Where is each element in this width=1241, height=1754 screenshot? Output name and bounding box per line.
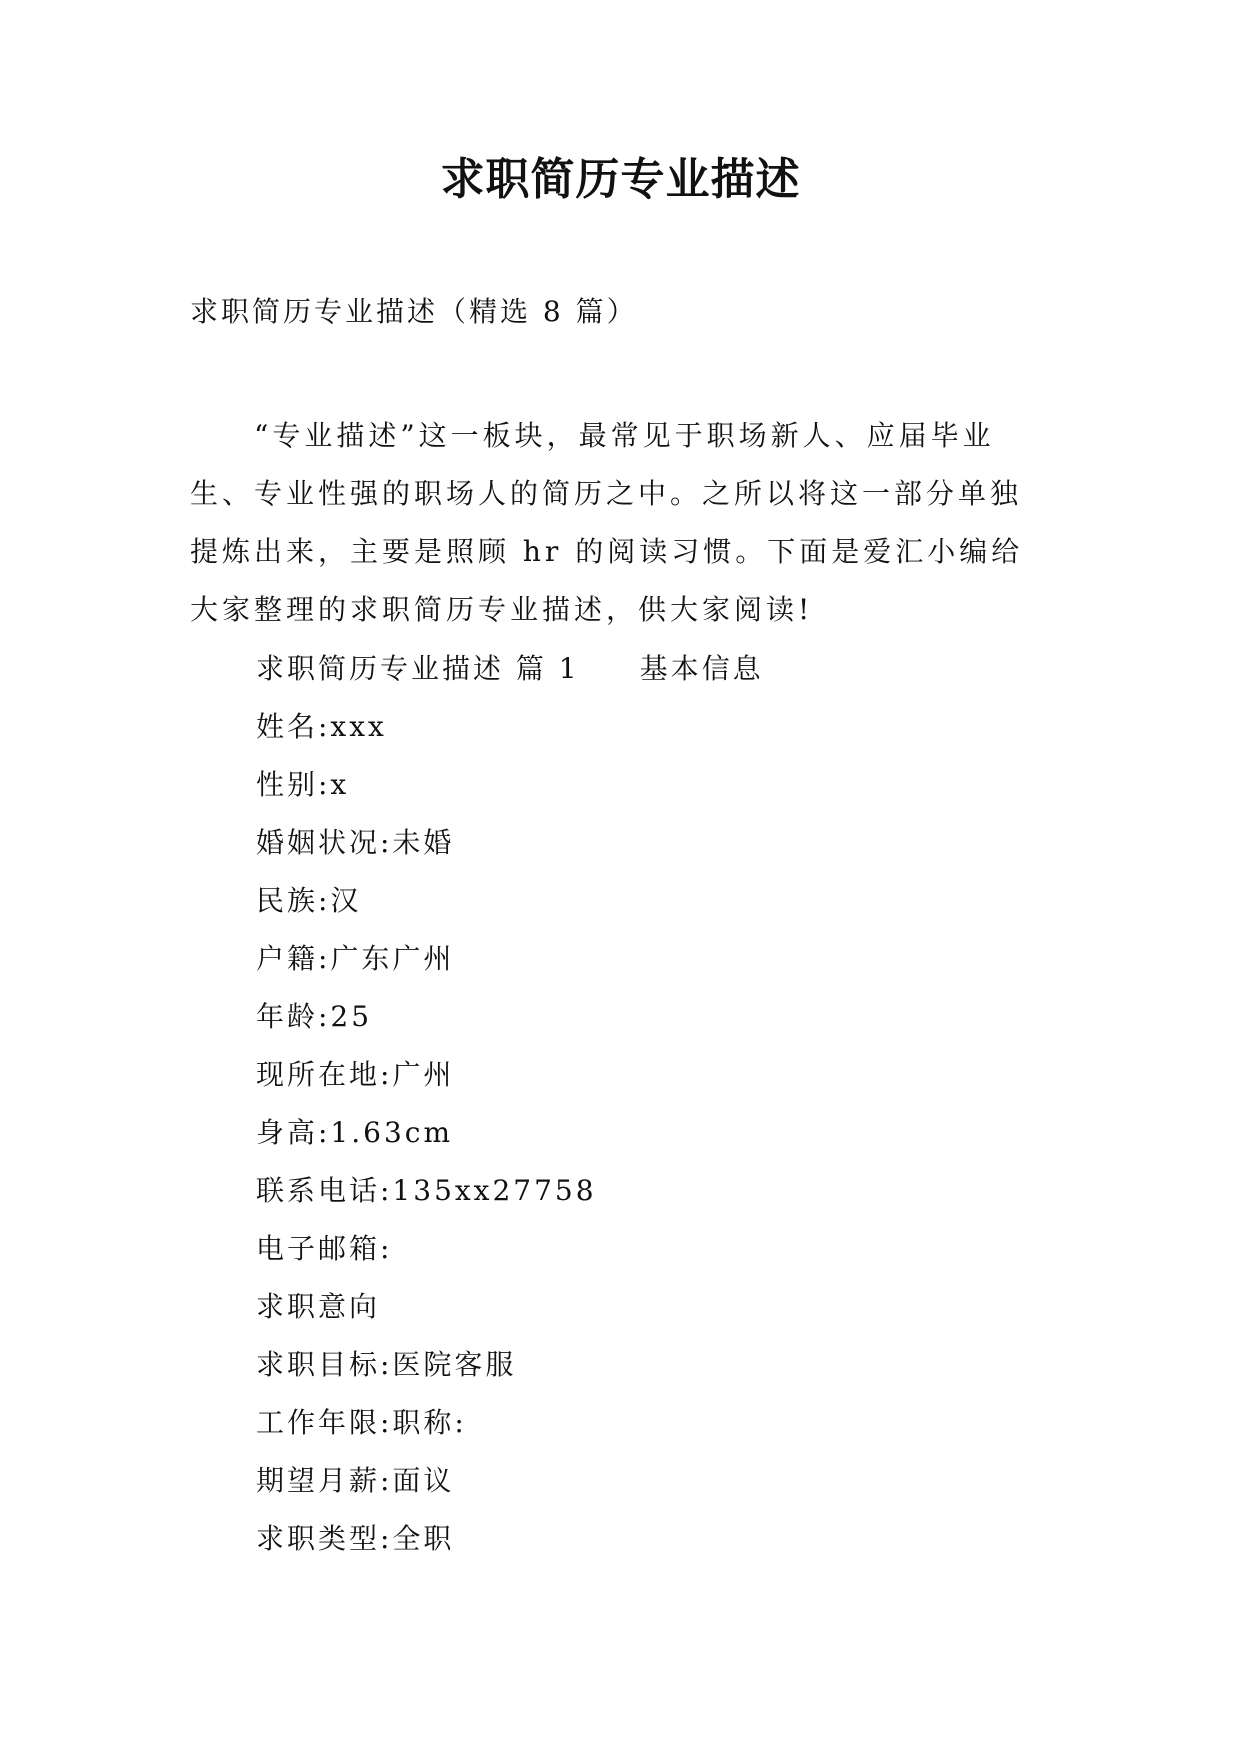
intro-paragraph: “专业描述”这一板块，最常见于职场新人、应届毕业生、专业性强的职场人的简历之中。之所以将这一部分单独提炼出来，主要是照顾 hr 的阅读习惯。下面是爱汇小编给大家整理的求职简历专业描述，供大家阅读! — [190, 419, 1024, 626]
info-line-job-type: 求职类型:全职 — [256, 1522, 455, 1555]
section-heading: 求职简历专业描述 篇 1 — [256, 652, 580, 685]
info-line-current-location: 现所在地:广州 — [256, 1058, 455, 1091]
section-heading-line — [256, 640, 764, 698]
info-line-age: 年龄:25 — [256, 1000, 373, 1033]
info-line-household-registration: 户籍:广东广州 — [256, 942, 455, 975]
info-line-phone: 联系电话:135xx27758 — [256, 1174, 597, 1207]
document-subtitle: 求职简历专业描述（精选 8 篇） — [190, 295, 638, 328]
info-line-ethnicity: 民族:汉 — [256, 884, 362, 917]
info-line-work-years: 工作年限:职称: — [256, 1406, 467, 1439]
info-line-height: 身高:1.63cm — [256, 1116, 454, 1149]
info-line-marital-status: 婚姻状况:未婚 — [256, 826, 455, 859]
info-line-gender: 性别:x — [256, 768, 350, 801]
info-line-job-target: 求职目标:医院客服 — [256, 1348, 517, 1381]
info-line-job-intention: 求职意向 — [256, 1290, 381, 1323]
info-line-email: 电子邮箱: — [256, 1232, 393, 1265]
document-title: 求职简历专业描述 — [440, 154, 801, 205]
info-line-name: 姓名:xxx — [256, 710, 387, 743]
resume-content — [256, 640, 764, 1568]
section-subheading: 基本信息 — [639, 652, 764, 685]
info-line-expected-salary: 期望月薪:面议 — [256, 1464, 455, 1497]
